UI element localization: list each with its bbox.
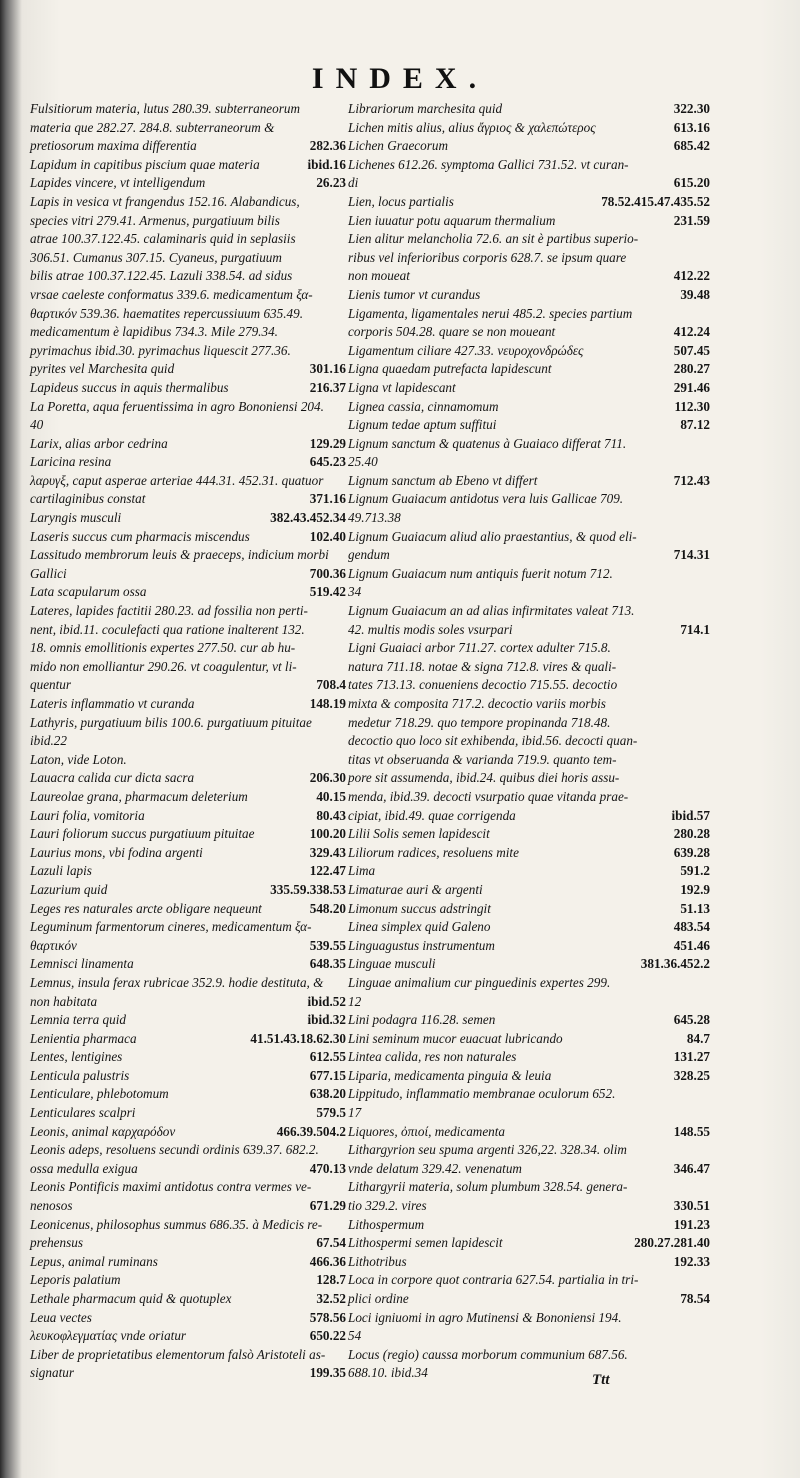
entry-reference: 519.42 <box>309 584 346 600</box>
entry-text: Lenticulare, phlebotomum <box>30 1086 169 1102</box>
index-entry <box>30 825 346 844</box>
entry-text: Laryngis musculi <box>30 510 122 526</box>
index-entry <box>348 1346 710 1383</box>
entry-reference: 216.37 <box>309 379 346 395</box>
index-entry <box>348 844 710 863</box>
entry-reference: 301.16 <box>309 361 346 377</box>
index-entry <box>348 937 710 956</box>
entry-text: Lien, locus partialis <box>348 193 454 209</box>
index-entry <box>30 1346 346 1383</box>
entry-text: La Poretta, aqua feruentissima in agro Bononiensi 204. 40 <box>30 398 324 433</box>
index-entry <box>348 955 710 974</box>
entry-text: Librariorum marchesita quid <box>348 101 503 116</box>
entry-text: Lenticulares scalpri <box>30 1105 136 1121</box>
entry-text: Lapidum in capitibus piscium quae materia <box>30 156 260 172</box>
entry-text: Laton, vide Loton. <box>30 751 127 767</box>
entry-text: Lini podagra 116.28. semen <box>348 1012 496 1028</box>
entry-reference: 382.43.452.34 <box>270 510 346 526</box>
entry-text: Lapideus succus in aquis thermalibus <box>30 379 229 395</box>
entry-reference: 645.28 <box>673 1012 710 1028</box>
entry-text: Leguminum farmentorum cineres, medicamentum ξα- θαρτικόν <box>30 919 312 953</box>
entry-text: Lata scapularum ossa <box>30 584 147 600</box>
entry-text: Lien alitur melancholia 72.6. an sit è partibus superio- ribus vel inferioribus corporis 628.7. se ipsum quare non moueat <box>348 231 639 284</box>
entry-reference: ibid.32 <box>307 1012 346 1028</box>
entry-reference: 371.16 <box>309 491 346 507</box>
entry-reference: 192.33 <box>673 1253 710 1269</box>
entry-text: Lignea cassia, cinnamomum <box>348 398 499 414</box>
index-entry <box>30 583 346 602</box>
entry-reference: 648.35 <box>309 956 346 972</box>
index-entry <box>30 1085 346 1104</box>
entry-text: Locus (regio) caussa morborum communium 687.56. 688.10. ibid.34 <box>348 1346 628 1381</box>
entry-reference: 192.9 <box>680 881 710 897</box>
entry-text: Laurius mons, vbi fodina argenti <box>30 844 203 860</box>
index-entry <box>348 900 710 919</box>
entry-reference: 579.5 <box>316 1105 346 1121</box>
entry-text: Limaturae auri & argenti <box>348 881 483 897</box>
index-entry <box>348 398 710 417</box>
entry-text: Leporis palatium <box>30 1272 121 1288</box>
entry-reference: 80.43 <box>316 807 346 823</box>
entry-reference: 26.23 <box>316 175 346 191</box>
entry-reference: 148.55 <box>673 1123 710 1139</box>
entry-reference: 78.54 <box>680 1291 710 1306</box>
entry-text: Laricina resina <box>30 454 112 470</box>
entry-text: Limonum succus adstringit <box>348 900 491 916</box>
entry-reference: 466.36 <box>309 1253 346 1269</box>
entry-text: Lignum Guaiacum an ad alias infirmitates valeat 713. 42. multis modis soles vsurpari <box>348 603 635 637</box>
index-entry <box>348 360 710 379</box>
index-entry <box>30 751 346 770</box>
index-entry <box>348 156 710 193</box>
entry-text: Lienis tumor vt curandus <box>348 286 481 302</box>
index-entry <box>30 193 346 379</box>
index-entry <box>348 100 710 119</box>
index-entry <box>348 1309 710 1346</box>
entry-reference: 328.25 <box>673 1067 710 1083</box>
index-entry <box>348 1178 710 1215</box>
entry-text: Liber de proprietatibus elementorum falsò Aristoteli as- signatur <box>30 1346 326 1381</box>
entry-text: Lathyris, purgatiuum bilis 100.6. purgatiuum pituitae ibid.22 <box>30 714 312 749</box>
index-entry <box>30 974 346 1011</box>
index-entry <box>30 509 346 528</box>
index-entry <box>30 881 346 900</box>
entry-text: Lauacra calida cur dicta sacra <box>30 770 195 786</box>
index-entry <box>348 1141 710 1178</box>
index-entry <box>348 862 710 881</box>
index-entry <box>348 435 710 472</box>
entry-reference: 714.31 <box>673 547 710 563</box>
entry-text: Lazuli lapis <box>30 863 92 879</box>
entry-reference: 78.52.415.47.435.52 <box>601 193 710 209</box>
index-entry <box>348 1253 710 1272</box>
index-entry <box>30 769 346 788</box>
index-entry <box>348 137 710 156</box>
entry-text: Ligamenta, ligamentales nerui 485.2. species partium corporis 504.28. quare se non moueant <box>348 305 633 340</box>
index-entry <box>30 788 346 807</box>
index-column-left <box>30 100 346 1383</box>
entry-text: Lini seminum mucor euacuat lubricando <box>348 1030 563 1046</box>
entry-text: Liparia, medicamenta pinguia & leuia <box>348 1067 552 1083</box>
entry-reference: 639.28 <box>673 844 710 860</box>
entry-reference: 507.45 <box>673 342 710 358</box>
index-entry <box>30 398 346 435</box>
entry-reference: 714.1 <box>680 621 710 637</box>
entry-reference: 322.30 <box>673 101 710 116</box>
entry-text: Lentes, lentigines <box>30 1049 123 1065</box>
index-entry <box>348 1216 710 1235</box>
entry-text: Lilii Solis semen lapidescit <box>348 826 490 842</box>
entry-reference: 32.52 <box>316 1291 346 1306</box>
entry-text: Lethale pharmacum quid & quotuplex <box>30 1291 232 1306</box>
index-entry <box>30 1067 346 1086</box>
index-entry <box>348 1085 710 1122</box>
entry-text: Lippitudo, inflammatio membranae oculorum 652. 17 <box>348 1086 616 1121</box>
entry-text: Ligamentum ciliare 427.33. νευροχονδρώδες <box>348 342 584 358</box>
entry-reference: 41.51.43.18.62.30 <box>250 1030 346 1046</box>
index-entry <box>30 1253 346 1272</box>
entry-text: Lichenes 612.26. symptoma Gallici 731.52. vt curan- di <box>348 156 629 191</box>
entry-reference: 280.27.281.40 <box>634 1235 710 1251</box>
index-entry <box>30 453 346 472</box>
index-entry <box>348 490 710 527</box>
entry-reference: 67.54 <box>316 1235 346 1251</box>
entry-reference: 131.27 <box>673 1049 710 1065</box>
index-entry <box>30 1271 346 1290</box>
index-entry <box>30 955 346 974</box>
index-entry <box>348 974 710 1011</box>
index-entry <box>30 435 346 454</box>
entry-reference: 231.59 <box>673 212 710 228</box>
entry-reference: 148.19 <box>309 696 346 711</box>
entry-reference: 40.15 <box>316 788 346 804</box>
entry-text: Loci igniuomi in agro Mutinensi & Bononiensi 194. 54 <box>348 1309 622 1344</box>
entry-reference: ibid.52 <box>307 993 346 1009</box>
entry-reference: 335.59.338.53 <box>270 881 346 897</box>
signature-mark: Ttt <box>592 1372 610 1388</box>
index-entry <box>348 305 710 342</box>
entry-reference: 615.20 <box>673 175 710 191</box>
entry-text: Lithospermi semen lapidescit <box>348 1235 503 1251</box>
index-entry <box>30 1290 346 1309</box>
entry-text: Lignum Guaiacum num antiquis fuerit notum 712. 34 <box>348 565 613 600</box>
entry-reference: 291.46 <box>673 379 710 395</box>
entry-text: Lepus, animal ruminans <box>30 1253 158 1269</box>
index-entry <box>348 1030 710 1049</box>
entry-reference: 638.20 <box>309 1086 346 1102</box>
entry-text: Liliorum radices, resoluens mite <box>348 844 519 860</box>
entry-reference: 612.55 <box>309 1049 346 1065</box>
index-entry <box>30 695 346 714</box>
index-entry <box>348 602 710 639</box>
index-entry <box>348 528 710 565</box>
index-entry <box>30 602 346 695</box>
index-entry <box>30 1141 346 1178</box>
entry-reference: 685.42 <box>673 138 710 154</box>
entry-text: Lateres, lapides factitii 280.23. ad fossilia non perti- nent, ibid.11. coculefacti qua ratione inalterent 132. 18. omnis emollitionis expertes 277.50. cur ab hu- mido non emolliantur 290.26. vt coagulentur, vt li- quentur <box>30 603 308 693</box>
entry-text: Laureolae grana, pharmacum deleterium <box>30 788 248 804</box>
entry-reference: 330.51 <box>673 1198 710 1214</box>
entry-reference: 650.22 <box>309 1328 346 1344</box>
entry-text: Leua vectes <box>30 1309 92 1325</box>
entry-text: Ligni Guaiaci arbor 711.27. cortex adulter 715.8. natura 711.18. notae & signa 712.8. vires & quali- tates 713.13. conueniens decoctio 715.55. decoctio mixta & composita 717.2. decoctio variis morbis medetur 718.29. quo tempore propinanda 718.48. decoctio quo loco sit exhibenda, ibid.56. decocti quan- titas vt obseruanda & varianda 719.9. quanto tem- pore sit assumenda, ibid.24. quibus diei horis assu- menda, ibid.39. decocti vsurpatio quae vitanda prae- cipiat, ibid.49. quae corrigenda <box>348 640 638 823</box>
entry-text: Lignum Guaiacum aliud alio praestantius, & quod eli- gendum <box>348 528 637 563</box>
entry-reference: 206.30 <box>309 770 346 786</box>
index-entry <box>348 119 710 138</box>
entry-reference: 100.20 <box>309 826 346 842</box>
index-entry <box>348 639 710 825</box>
entry-text: Fulsitiorum materia, lutus 280.39. subterraneorum materia que 282.27. 284.8. subterraneorum & pretiosorum maxima differentia <box>30 101 300 154</box>
entry-text: Lithospermum <box>348 1216 425 1232</box>
entry-text: Ligna vt lapidescant <box>348 379 456 395</box>
entry-text: Lateris inflammatio vt curanda <box>30 696 195 711</box>
index-entry <box>30 1178 346 1215</box>
index-entry <box>348 1067 710 1086</box>
entry-text: λευκοφλεγματίας vnde oriatur <box>30 1328 187 1344</box>
entry-text: Larix, alias arbor cedrina <box>30 435 168 451</box>
entry-text: Lithotribus <box>348 1253 407 1269</box>
entry-text: Lintea calida, res non naturales <box>348 1049 517 1065</box>
index-entry <box>30 1309 346 1328</box>
entry-reference: 87.12 <box>680 417 710 433</box>
index-entry <box>30 900 346 919</box>
entry-reference: 578.56 <box>309 1309 346 1325</box>
index-entry <box>30 472 346 509</box>
entry-reference: 412.24 <box>673 324 710 340</box>
page-title: INDEX. <box>311 62 489 95</box>
entry-text: Lithargyrion seu spuma argenti 326,22. 328.34. olim vnde delatum 329.42. venenatum <box>348 1142 627 1176</box>
entry-text: Lazurium quid <box>30 881 108 897</box>
index-entry <box>348 342 710 361</box>
index-entry <box>30 546 346 583</box>
index-entry <box>348 1271 710 1308</box>
index-entry <box>348 1011 710 1030</box>
entry-text: Lignum tedae aptum suffitui <box>348 417 497 433</box>
entry-reference: 708.4 <box>316 677 346 693</box>
entry-text: Lichen Graecorum <box>348 138 448 154</box>
index-entry <box>30 862 346 881</box>
entry-reference: ibid.16 <box>307 156 346 172</box>
index-entry <box>348 193 710 212</box>
entry-text: Lauri foliorum succus purgatiuum pituitae <box>30 826 255 842</box>
entry-text: Leonis adeps, resoluens secundi ordinis 639.37. 682.2. ossa medulla exigua <box>30 1142 319 1176</box>
index-entry <box>30 1216 346 1253</box>
index-entry <box>30 156 346 175</box>
entry-text: Laseris succus cum pharmacis miscendus <box>30 528 250 544</box>
entry-text: Lauri folia, vomitoria <box>30 807 145 823</box>
entry-reference: 677.15 <box>309 1067 346 1083</box>
index-entry <box>348 416 710 435</box>
index-entry <box>30 174 346 193</box>
entry-reference: 129.29 <box>309 435 346 451</box>
index-entry <box>30 1327 346 1346</box>
index-entry <box>30 100 346 156</box>
entry-text: Ligna quaedam putrefacta lapidescunt <box>348 361 552 377</box>
entry-reference: 470.13 <box>309 1160 346 1176</box>
entry-reference: 591.2 <box>680 863 710 879</box>
entry-reference: 451.46 <box>673 937 710 953</box>
entry-text: Lichen mitis alius, alius ἄγριος & χαλεπώτερος <box>348 119 596 135</box>
entry-text: Lignum sanctum ab Ebeno vt differt <box>348 472 538 488</box>
entry-reference: 613.16 <box>673 119 710 135</box>
entry-text: Linguae musculi <box>348 956 436 972</box>
entry-reference: 700.36 <box>309 565 346 581</box>
entry-text: Linguagustus instrumentum <box>348 937 495 953</box>
entry-text: Leges res naturales arcte obligare nequeunt <box>30 900 262 916</box>
entry-reference: 671.29 <box>309 1198 346 1214</box>
entry-reference: 191.23 <box>673 1216 710 1232</box>
entry-reference: 381.36.452.2 <box>640 956 710 972</box>
index-entry <box>348 825 710 844</box>
entry-text: Lemnisci linamenta <box>30 956 134 972</box>
entry-text: Leonis Pontificis maximi antidotus contra vermes ve- nenosos <box>30 1179 312 1214</box>
entry-reference: 645.23 <box>309 454 346 470</box>
index-entry <box>30 714 346 751</box>
entry-reference: 128.7 <box>316 1272 346 1288</box>
entry-reference: ibid.57 <box>671 807 710 823</box>
entry-reference: 548.20 <box>309 900 346 916</box>
entry-reference: 412.22 <box>673 268 710 284</box>
entry-reference: 112.30 <box>674 398 710 414</box>
entry-reference: 466.39.504.2 <box>276 1123 346 1139</box>
index-entry <box>348 1123 710 1142</box>
index-entry <box>30 918 346 955</box>
entry-text: Lapis in vesica vt frangendus 152.16. Alabandicus, species vitri 279.41. Armenus, purgatiuum bilis atrae 100.37.122.45. calaminaris quid in seplasiis 306.51. Cumanus 307.15. Cyaneus, purgatiuum bilis atrae 100.37.122.45. Lazuli 338.54. ad sidus vrsae caeleste conformatus 339.6. medicamentum ξα- θαρτικόν 539.36. haematites repercussiuum 635.49. medicamentum è lapidibus 734.3. Mile 279.34. pyrimachus ibid.30. pyrimachus liquescit 277.36. pyrites vel Marchesita quid <box>30 193 313 377</box>
index-entry <box>30 844 346 863</box>
entry-reference: 84.7 <box>686 1030 710 1046</box>
index-entry <box>348 212 710 231</box>
entry-text: Linguae animalium cur pinguedinis expertes 299. 12 <box>348 974 611 1009</box>
index-entry <box>348 472 710 491</box>
entry-text: Lima <box>348 863 376 879</box>
entry-reference: 282.36 <box>309 138 346 154</box>
entry-text: Linea simplex quid Galeno <box>348 919 491 935</box>
entry-text: Lignum Guaiacum antidotus vera luis Gallicae 709. 49.713.38 <box>348 491 624 526</box>
entry-reference: 280.28 <box>673 826 710 842</box>
entry-reference: 122.47 <box>309 863 346 879</box>
entry-text: Lien iuuatur potu aquarum thermalium <box>348 212 556 228</box>
index-entry <box>30 1048 346 1067</box>
entry-text: Lassitudo membrorum leuis & praeceps, indicium morbi Gallici <box>30 547 329 581</box>
entry-reference: 199.35 <box>309 1365 346 1381</box>
entry-text: Lenientia pharmaca <box>30 1030 137 1046</box>
entry-reference: 329.43 <box>309 844 346 860</box>
index-entry <box>30 1011 346 1030</box>
index-entry <box>30 807 346 826</box>
index-column-right <box>348 100 710 1383</box>
index-entry <box>30 1030 346 1049</box>
index-entry <box>348 565 710 602</box>
entry-reference: 39.48 <box>680 286 710 302</box>
entry-reference: 102.40 <box>309 528 346 544</box>
entry-text: λαρυγξ, caput asperae arteriae 444.31. 452.31. quatuor cartilaginibus constat <box>30 472 324 507</box>
index-entry <box>348 286 710 305</box>
entry-reference: 346.47 <box>673 1160 710 1176</box>
index-entry <box>348 379 710 398</box>
entry-reference: 483.54 <box>673 919 710 935</box>
entry-text: Lignum sanctum & quatenus à Guaiaco differat 711. 25.40 <box>348 435 627 470</box>
index-entry <box>348 230 710 286</box>
entry-reference: 280.27 <box>673 361 710 377</box>
entry-text: Lithargyrii materia, solum plumbum 328.54. genera- tio 329.2. vires <box>348 1179 628 1214</box>
entry-text: Lemnus, insula ferax rubricae 352.9. hodie destituta, & non habitata <box>30 974 324 1009</box>
entry-reference: 51.13 <box>680 900 710 916</box>
index-entry <box>30 528 346 547</box>
index-entry <box>348 918 710 937</box>
entry-text: Leonicenus, philosophus summus 686.35. à Medicis re- prehensus <box>30 1216 323 1251</box>
entry-reference: 539.55 <box>309 937 346 953</box>
index-entry <box>348 1234 710 1253</box>
entry-reference: 712.43 <box>673 472 710 488</box>
entry-text: Liquores, ὀπιοί, medicamenta <box>348 1123 506 1139</box>
entry-text: Leonis, animal καρχαρόδον <box>30 1123 176 1139</box>
index-entry <box>348 881 710 900</box>
index-entry <box>30 1104 346 1123</box>
entry-text: Lapides vincere, vt intelligendum <box>30 175 206 191</box>
entry-text: Lemnia terra quid <box>30 1012 126 1028</box>
index-entry <box>30 1123 346 1142</box>
index-entry <box>30 379 346 398</box>
index-entry <box>348 1048 710 1067</box>
entry-text: Loca in corpore quot contraria 627.54. partialia in tri- plici ordine <box>348 1272 639 1306</box>
entry-text: Lenticula palustris <box>30 1067 130 1083</box>
